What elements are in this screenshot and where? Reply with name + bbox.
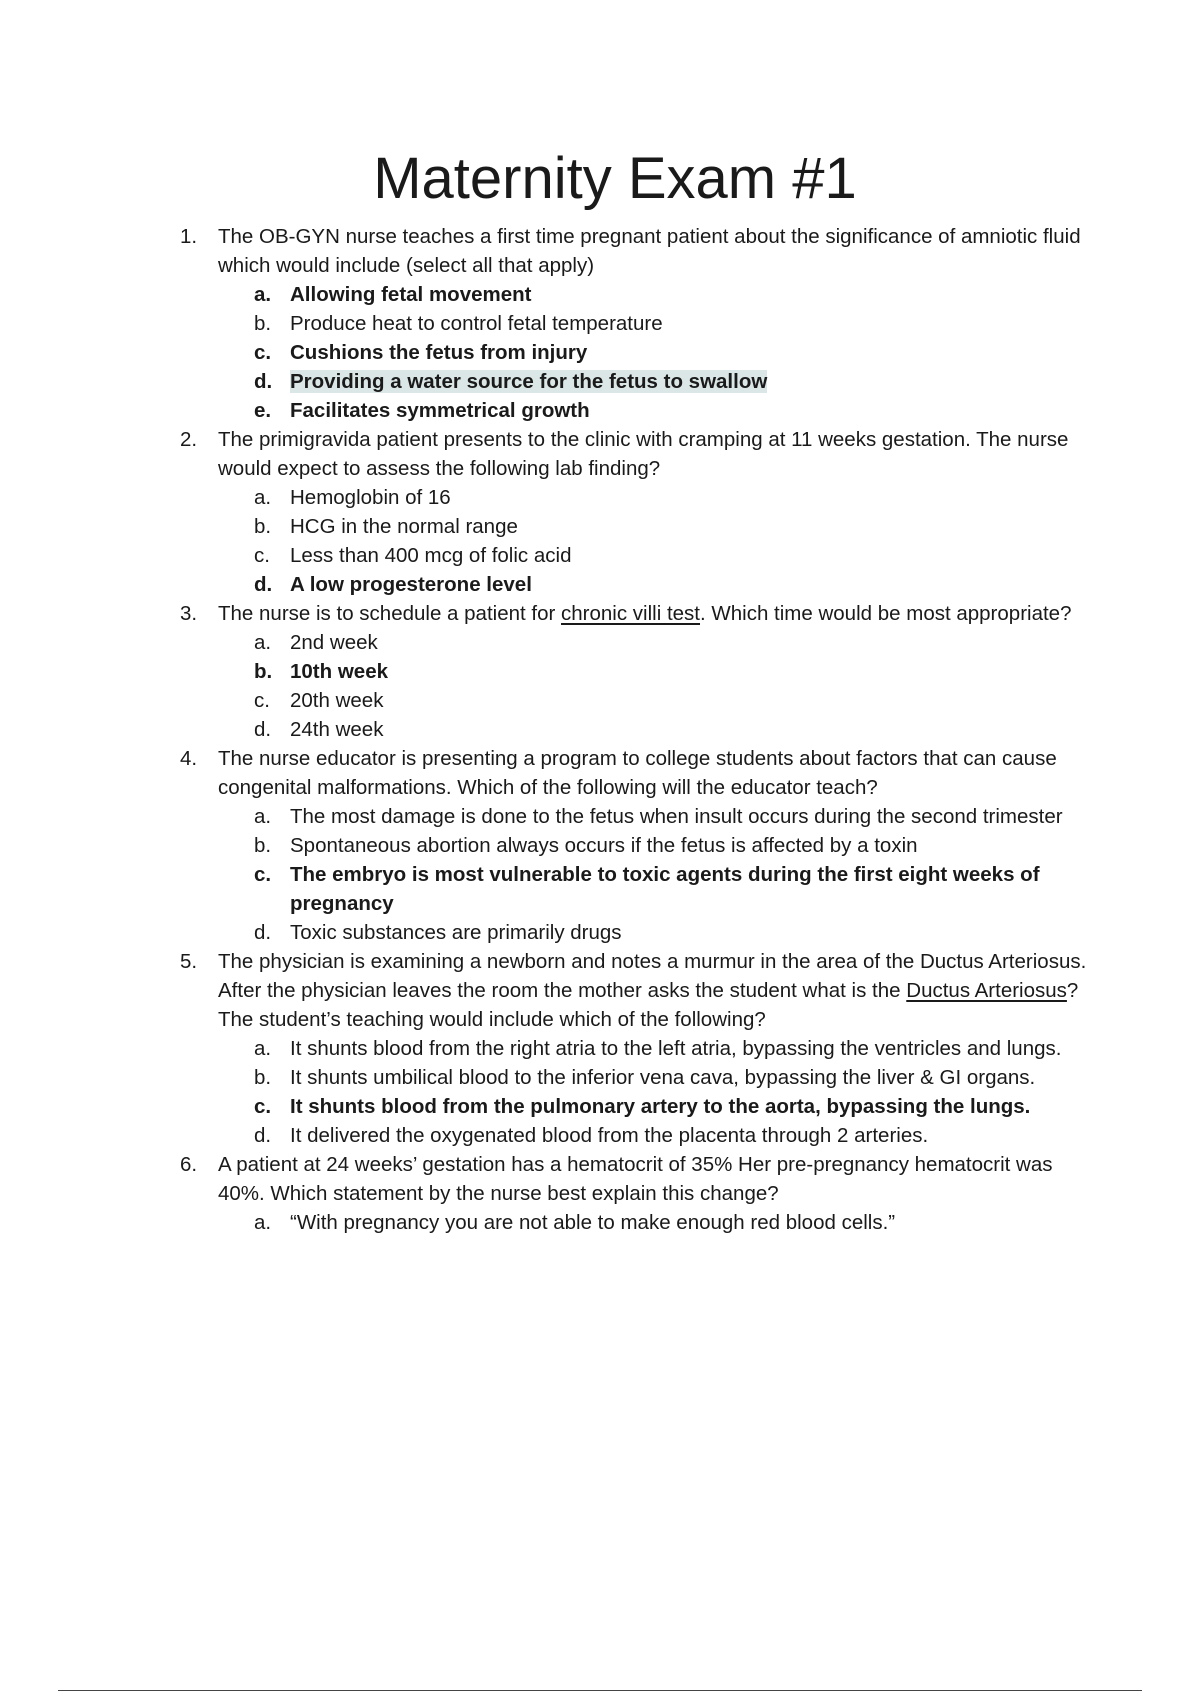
highlighted-option-text: Providing a water source for the fetus to swallow (290, 370, 768, 393)
option-text: 2nd week (290, 631, 378, 654)
option-list (218, 1034, 1090, 1150)
question-text-part: . Which time would be most appropriate? (700, 602, 1072, 625)
option-list (218, 280, 1090, 425)
question-5 (180, 947, 1090, 1150)
option-label: b. (254, 834, 272, 857)
option-text: It shunts umbilical blood to the inferior vena cava, bypassing the liver & GI organs. (290, 1066, 1036, 1089)
question-3 (180, 599, 1090, 744)
option-text: Hemoglobin of 16 (290, 486, 451, 509)
option-item (180, 860, 1090, 918)
underlined-term: Ductus Arteriosus (906, 979, 1067, 1002)
option-label: c. (254, 544, 270, 567)
question-number: 4. (180, 747, 198, 770)
option-text: The embryo is most vulnerable to toxic agents during the first eight weeks of pregnancy (290, 863, 1040, 915)
question-2 (180, 425, 1090, 599)
footer-divider (58, 1690, 1142, 1691)
option-item (180, 686, 1090, 715)
option-text: 24th week (290, 718, 384, 741)
option-item (180, 1092, 1090, 1121)
option-item (180, 570, 1090, 599)
question-text (218, 947, 1090, 1034)
option-list (218, 802, 1090, 947)
question-text: A patient at 24 weeks’ gestation has a hematocrit of 35% Her pre-pregnancy hematocrit was 40%. Which statement by the nurse best explain this change? (218, 1153, 1053, 1205)
question-number: 6. (180, 1153, 198, 1176)
option-text: Facilitates symmetrical growth (290, 399, 590, 422)
option-item (180, 541, 1090, 570)
option-item (180, 628, 1090, 657)
option-label: b. (254, 660, 273, 683)
option-text: “With pregnancy you are not able to make enough red blood cells.” (290, 1211, 896, 1234)
question-text: The nurse educator is presenting a program to college students about factors that can cause congenital malformations. Which of the following will the educator teach? (218, 747, 1057, 799)
option-text: It delivered the oxygenated blood from the placenta through 2 arteries. (290, 1124, 929, 1147)
question-1 (180, 222, 1090, 425)
option-text: 20th week (290, 689, 384, 712)
underlined-term: chronic villi test (561, 602, 701, 625)
option-item (180, 367, 1090, 396)
option-text: HCG in the normal range (290, 515, 518, 538)
option-label: b. (254, 312, 272, 335)
question-text-part: ? The student’s teaching would include which of the following? (218, 979, 1079, 1031)
option-label: e. (254, 399, 272, 422)
page-title: Maternity Exam #1 (373, 146, 857, 211)
option-label: a. (254, 631, 272, 654)
option-item (180, 918, 1090, 947)
option-text: Spontaneous abortion always occurs if the fetus is affected by a toxin (290, 834, 918, 857)
question-text (218, 599, 1090, 628)
option-item (180, 715, 1090, 744)
question-6 (180, 1150, 1090, 1237)
option-label: c. (254, 863, 272, 886)
option-text: Produce heat to control fetal temperature (290, 312, 663, 335)
option-label: a. (254, 283, 272, 306)
option-text: Less than 400 mcg of folic acid (290, 544, 572, 567)
option-label: c. (254, 1095, 272, 1118)
option-item (180, 396, 1090, 425)
option-text: 10th week (290, 660, 388, 683)
option-item (180, 1034, 1090, 1063)
option-label: a. (254, 805, 272, 828)
question-number: 1. (180, 225, 198, 248)
option-label: c. (254, 341, 272, 364)
option-item (180, 657, 1090, 686)
option-item (180, 309, 1090, 338)
option-label: a. (254, 1037, 272, 1060)
option-item (180, 1063, 1090, 1092)
option-item (180, 338, 1090, 367)
option-item (180, 1208, 1090, 1237)
option-text: The most damage is done to the fetus when insult occurs during the second trimester (290, 805, 1063, 828)
option-label: d. (254, 370, 273, 393)
question-text: The primigravida patient presents to the clinic with cramping at 11 weeks gestation. The nurse would expect to assess the following lab finding? (218, 428, 1069, 480)
question-number: 5. (180, 950, 198, 973)
option-item (180, 802, 1090, 831)
option-text: Allowing fetal movement (290, 283, 532, 306)
question-number: 2. (180, 428, 198, 451)
option-text: It shunts blood from the pulmonary artery to the aorta, bypassing the lungs. (290, 1095, 1031, 1118)
option-label: d. (254, 573, 273, 596)
question-text-part: The nurse is to schedule a patient for (218, 602, 562, 625)
option-list (218, 483, 1090, 599)
option-list (218, 1208, 1090, 1237)
option-text: A low progesterone level (290, 573, 532, 596)
option-label: a. (254, 486, 272, 509)
question-4 (180, 744, 1090, 947)
option-item (180, 831, 1090, 860)
option-label: d. (254, 718, 272, 741)
option-item (180, 1121, 1090, 1150)
option-label: b. (254, 515, 272, 538)
option-list (218, 628, 1090, 744)
option-label: a. (254, 1211, 272, 1234)
option-text: Toxic substances are primarily drugs (290, 921, 622, 944)
question-list (180, 222, 1090, 1237)
option-text: Cushions the fetus from injury (290, 341, 588, 364)
option-label: b. (254, 1066, 272, 1089)
option-item (180, 483, 1090, 512)
option-item (180, 280, 1090, 309)
option-item (180, 512, 1090, 541)
question-text-part: The physician is examining a newborn and notes a murmur in the area of the Ductus Arteriosus. After the physician leaves the room the mother asks the student what is the (218, 950, 1087, 1002)
question-number: 3. (180, 602, 198, 625)
option-label: c. (254, 689, 270, 712)
question-text: The OB-GYN nurse teaches a first time pregnant patient about the significance of amniotic fluid which would include (select all that apply) (218, 225, 1081, 277)
option-text: It shunts blood from the right atria to the left atria, bypassing the ventricles and lungs. (290, 1037, 1062, 1060)
option-label: d. (254, 1124, 272, 1147)
option-label: d. (254, 921, 272, 944)
